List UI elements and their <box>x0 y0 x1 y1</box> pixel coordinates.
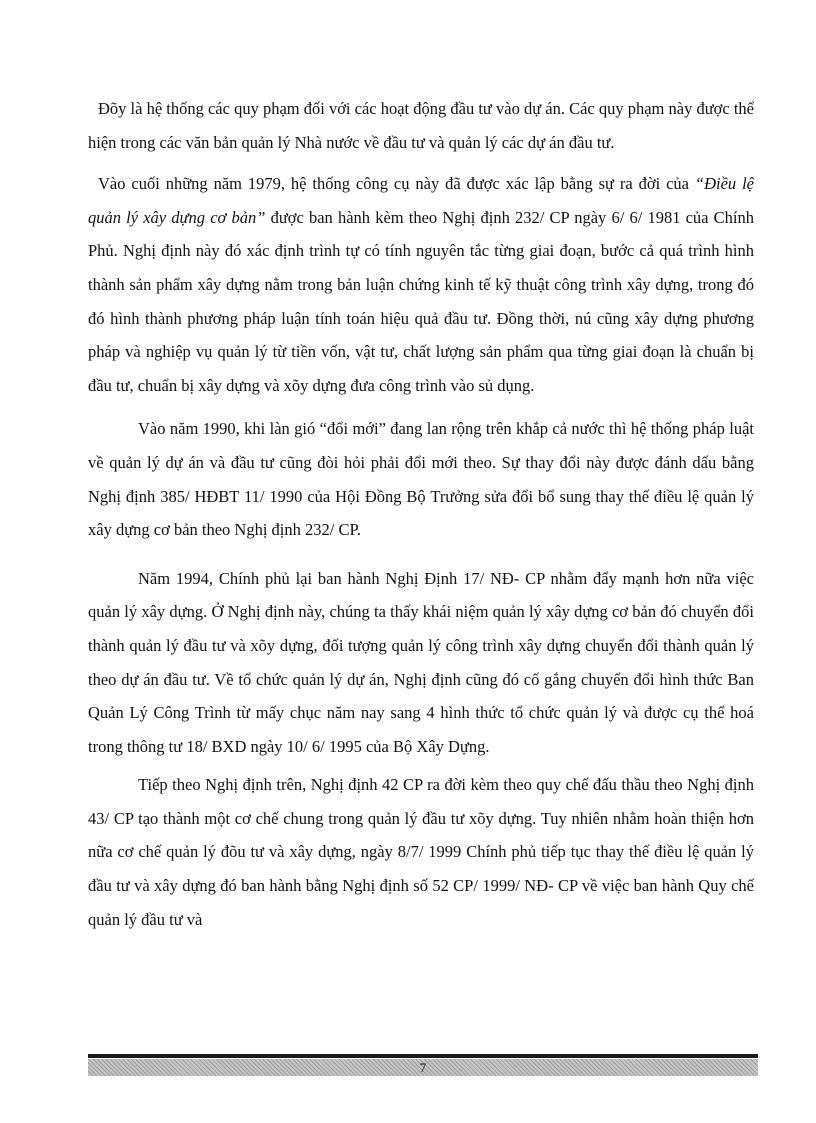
paragraph-5: Tiếp theo Nghị định trên, Nghị định 42 CP ra đời kèm theo quy chế đấu thầu theo Nghị định 43/ CP tạo thành một cơ chế chung trong quản lý đầu tư xõy dựng. Tuy nhiên nhằm hoàn thiện hơn nữa cơ chế quản lý đõu tư và xây dựng, ngày 8/7/ 1999 Chính phủ tiếp tục thay thế điều lệ quản lý đầu tư và xây dựng đó ban hành bằng Nghị định số 52 CP/ 1999/ NĐ- CP về việc ban hành Quy chế quản lý đầu tư và <box>88 775 754 929</box>
paragraph-4: Năm 1994, Chính phủ lại ban hành Nghị Định 17/ NĐ- CP nhằm đẩy mạnh hơn nữa việc quản lý xây dựng. Ở Nghị định này, chúng ta thấy khái niệm quản lý xây dựng cơ bản đó chuyển đổi thành quản lý đầu tư và xõy dựng, đối tượng quản lý công trình xây dựng chuyển đổi thành quản lý theo dự án đầu tư. Về tổ chức quản lý dự án, Nghị định cũng đó cố gắng chuyển đổi hình thức Ban Quản Lý Công Trình từ mấy chục năm nay sang 4 hình thức tổ chức quản lý và được cụ thể hoá trong thông tư 18/ BXD ngày 10/ 6/ 1995 của Bộ Xây Dựng. <box>88 568 754 756</box>
body-text <box>88 92 754 936</box>
paragraph-2-lead: Vào cuối những năm 1979, hệ thống công cụ này đã được xác lập bằng sự ra đời của <box>98 174 695 194</box>
paragraph-2-rest: được ban hành kèm theo Nghị định 232/ CP ngày 6/ 6/ 1981 của Chính Phủ. Nghị định này đó xác định trình tự có tính nguyên tắc từng giai đoạn, bước cả quá trình hình thành sản phẩm xây dựng nằm trong bản luận chứng kinh tế kỹ thuật công trình xây dựng, trong đó đó hình thành phương pháp luận tính toán hiệu quả đầu tư. Đồng thời, nú cũng xây dựng phương pháp và nghiệp vụ quản lý từ tiền vốn, vật tư, chất lượng sản phẩm qua từng giai đoạn là chuẩn bị đầu tư, chuẩn bị xây dựng và xõy dựng đưa công trình vào sủ dụng. <box>88 207 754 395</box>
footer-rule <box>88 1054 758 1058</box>
charter-title: “Điều lệ quản lý xây dựng cơ bản” <box>88 174 754 227</box>
paragraph-3: Vào năm 1990, khi làn gió “đổi mới” đang lan rộng trên khắp cả nước thì hệ thống pháp luật về quản lý dự án và đầu tư cũng đòi hỏi phải đổi mới theo. Sự thay đổi này được đánh dấu bằng Nghị định 385/ HĐBT 11/ 1990 của Hội Đồng Bộ Trưởng sửa đổi bổ sung thay thế điều lệ quản lý xây dựng cơ bản theo Nghị định 232/ CP. <box>88 419 754 540</box>
paragraph-2 <box>88 167 754 402</box>
page-number: 7 <box>419 1060 427 1075</box>
footer-band <box>88 1059 758 1076</box>
paragraph-1: Đõy là hệ thống các quy phạm đối với các hoạt động đầu tư vào dự án. Các quy phạm này được thể hiện trong các văn bản quản lý Nhà nước về đầu tư và quản lý các dự án đầu tư. <box>88 99 754 152</box>
